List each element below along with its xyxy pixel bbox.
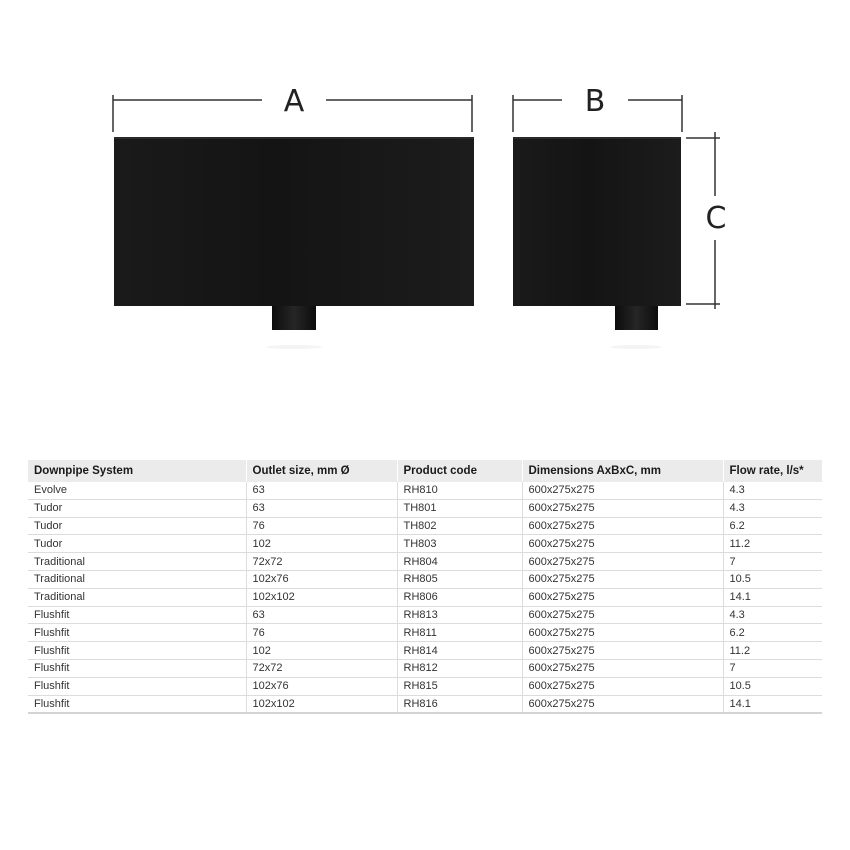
table-row [28, 677, 822, 695]
table-row [28, 499, 822, 517]
cell-outlet-size: 102 [246, 642, 397, 660]
cell-downpipe-system: Flushfit [28, 606, 246, 624]
hopper-front-view [114, 137, 474, 349]
cell-downpipe-system: Tudor [28, 499, 246, 517]
cell-dimensions: 600x275x275 [522, 570, 723, 588]
cell-product-code: RH806 [397, 588, 522, 606]
table-row [28, 482, 822, 499]
header-outlet-size: Outlet size, mm Ø [246, 460, 397, 482]
dimension-a-label: A [283, 84, 305, 119]
cell-flow-rate: 7 [723, 553, 822, 571]
cell-dimensions: 600x275x275 [522, 482, 723, 499]
cell-product-code: RH816 [397, 695, 522, 713]
cell-outlet-size: 76 [246, 517, 397, 535]
cell-downpipe-system: Flushfit [28, 677, 246, 695]
cell-dimensions: 600x275x275 [522, 659, 723, 677]
cell-outlet-size: 102x76 [246, 570, 397, 588]
cell-outlet-size: 102x102 [246, 695, 397, 713]
cell-flow-rate: 14.1 [723, 588, 822, 606]
cell-product-code: TH802 [397, 517, 522, 535]
cell-downpipe-system: Flushfit [28, 624, 246, 642]
cell-downpipe-system: Traditional [28, 570, 246, 588]
cell-dimensions: 600x275x275 [522, 553, 723, 571]
cell-product-code: TH801 [397, 499, 522, 517]
product-diagram [0, 0, 850, 380]
cell-outlet-size: 63 [246, 482, 397, 499]
cell-outlet-size: 102x102 [246, 588, 397, 606]
cell-flow-rate: 10.5 [723, 677, 822, 695]
cell-flow-rate: 4.3 [723, 606, 822, 624]
cell-dimensions: 600x275x275 [522, 677, 723, 695]
cell-outlet-size: 72x72 [246, 553, 397, 571]
cell-downpipe-system: Traditional [28, 553, 246, 571]
dimension-b [513, 84, 682, 132]
cell-flow-rate: 4.3 [723, 482, 822, 499]
cell-flow-rate: 4.3 [723, 499, 822, 517]
table-row [28, 553, 822, 571]
cell-dimensions: 600x275x275 [522, 535, 723, 553]
cell-outlet-size: 102x76 [246, 677, 397, 695]
cell-product-code: RH804 [397, 553, 522, 571]
cell-product-code: RH814 [397, 642, 522, 660]
cell-outlet-size: 63 [246, 606, 397, 624]
cell-outlet-size: 76 [246, 624, 397, 642]
cell-flow-rate: 7 [723, 659, 822, 677]
hopper-drawing [0, 0, 850, 380]
cell-downpipe-system: Traditional [28, 588, 246, 606]
cell-dimensions: 600x275x275 [522, 517, 723, 535]
table-row [28, 606, 822, 624]
cell-dimensions: 600x275x275 [522, 606, 723, 624]
cell-product-code: RH813 [397, 606, 522, 624]
cell-product-code: TH803 [397, 535, 522, 553]
cell-product-code: RH811 [397, 624, 522, 642]
cell-flow-rate: 14.1 [723, 695, 822, 713]
cell-downpipe-system: Tudor [28, 535, 246, 553]
cell-downpipe-system: Flushfit [28, 642, 246, 660]
dimension-c [686, 132, 726, 309]
cell-downpipe-system: Flushfit [28, 659, 246, 677]
table-row [28, 570, 822, 588]
cell-dimensions: 600x275x275 [522, 499, 723, 517]
header-dimensions: Dimensions AxBxC, mm [522, 460, 723, 482]
cell-dimensions: 600x275x275 [522, 642, 723, 660]
table-row [28, 659, 822, 677]
cell-flow-rate: 6.2 [723, 624, 822, 642]
cell-dimensions: 600x275x275 [522, 695, 723, 713]
cell-dimensions: 600x275x275 [522, 588, 723, 606]
header-product-code: Product code [397, 460, 522, 482]
dimension-c-label: C [705, 201, 727, 236]
cell-product-code: RH815 [397, 677, 522, 695]
table-row [28, 695, 822, 713]
cell-product-code: RH805 [397, 570, 522, 588]
cell-outlet-size: 63 [246, 499, 397, 517]
table-row [28, 535, 822, 553]
cell-flow-rate: 6.2 [723, 517, 822, 535]
table-row [28, 624, 822, 642]
table-row [28, 642, 822, 660]
cell-flow-rate: 10.5 [723, 570, 822, 588]
cell-outlet-size: 102 [246, 535, 397, 553]
dimension-b-label: B [584, 84, 606, 119]
cell-downpipe-system: Tudor [28, 517, 246, 535]
cell-product-code: RH812 [397, 659, 522, 677]
cell-downpipe-system: Evolve [28, 482, 246, 499]
header-downpipe-system: Downpipe System [28, 460, 246, 482]
table-row [28, 517, 822, 535]
table-row [28, 588, 822, 606]
cell-outlet-size: 72x72 [246, 659, 397, 677]
cell-flow-rate: 11.2 [723, 535, 822, 553]
cell-flow-rate: 11.2 [723, 642, 822, 660]
table-header-row [28, 460, 822, 482]
cell-dimensions: 600x275x275 [522, 624, 723, 642]
hopper-side-view [513, 137, 681, 349]
header-flow-rate: Flow rate, l/s* [723, 460, 822, 482]
specification-table [28, 460, 822, 714]
dimension-a [113, 84, 472, 132]
cell-product-code: RH810 [397, 482, 522, 499]
cell-downpipe-system: Flushfit [28, 695, 246, 713]
